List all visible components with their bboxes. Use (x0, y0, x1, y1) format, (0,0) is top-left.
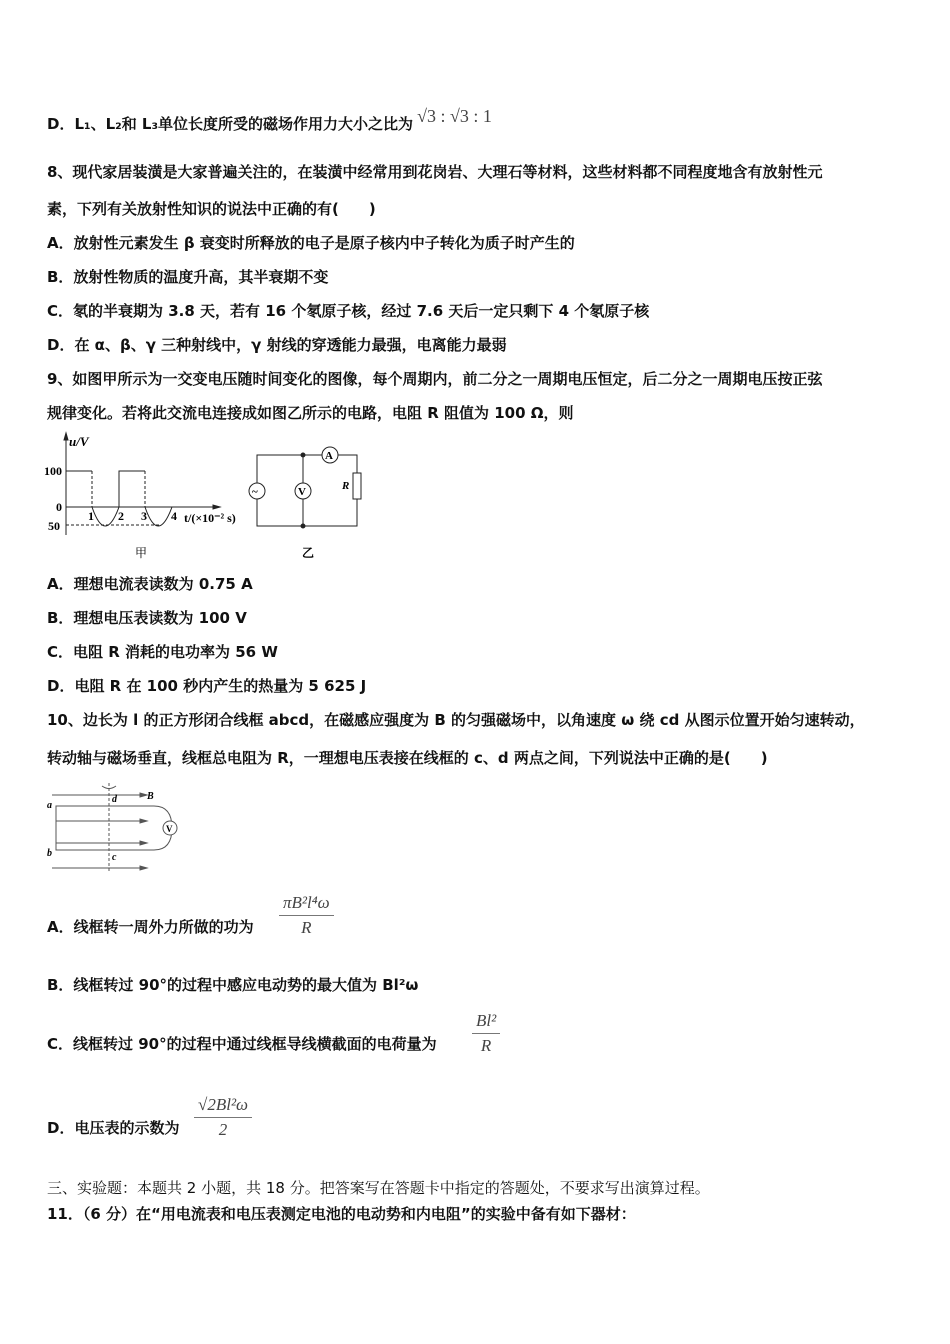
q9-option-d: D．电阻 R 在 100 秒内产生的热量为 5 625 J (47, 677, 367, 695)
q9-option-b: B．理想电压表读数为 100 V (47, 609, 247, 627)
denominator: 2 (218, 1120, 228, 1139)
ac-source-icon: ~ (252, 486, 258, 498)
q10-stem-line1: 10、边长为 l 的正方形闭合线框 abcd，在磁感应强度为 B 的匀强磁场中，以角速度 ω 绕 cd 从图示位置开始匀速转动， (47, 711, 865, 729)
numerator: Bl² (472, 1011, 500, 1034)
ratio-formula: √3 : √3 : 1 (417, 106, 492, 126)
q8-stem-line2: 素，下列有关放射性知识的说法中正确的有( ) (47, 200, 376, 218)
q7-option-d (47, 106, 492, 134)
tick-3: 3 (141, 509, 147, 523)
q9-stem-line1: 9、如图甲所示为一交变电压随时间变化的图像，每个周期内，前二分之一周期电压恒定，后二分之一周期电压按正弦 (47, 370, 823, 388)
q10-option-d: D．电压表的示数为 (47, 1119, 180, 1137)
q10-option-a-formula (279, 893, 334, 938)
option-text: D．L₁、L₂和 L₃单位长度所受的磁场作用力大小之比为 (47, 115, 414, 133)
tick-2: 2 (118, 509, 124, 523)
section-3-heading: 三、实验题：本题共 2 小题，共 18 分。把答案写在答题卡中指定的答题处，不要求写出演算过程。 (47, 1179, 710, 1197)
q11-stem: 11．（6 分）在“用电流表和电压表测定电池的电动势和内电阻”的实验中备有如下器材： (47, 1205, 636, 1223)
y-axis-label: u/V (69, 434, 89, 449)
q10-coil-figure (44, 778, 184, 873)
numerator: √2Bl²ω (194, 1095, 252, 1118)
label-d: d (112, 794, 117, 805)
q9-figures (40, 430, 380, 565)
q10-stem-line2: 转动轴与磁场垂直，线框总电阻为 R，一理想电压表接在线框的 c、d 两点之间，下列说法中正确的是( ) (47, 749, 768, 767)
q9-option-c: C．电阻 R 消耗的电功率为 56 W (47, 643, 278, 661)
figure-caption-jia: 甲 (135, 546, 148, 560)
tick-0: 0 (56, 500, 62, 514)
tick-100: 100 (44, 464, 62, 478)
label-a: a (47, 800, 52, 811)
q10-option-a: A．线框转一周外力所做的功为 (47, 918, 254, 936)
label-b-field: B (147, 791, 154, 802)
denominator: R (480, 1036, 492, 1055)
figure-caption-yi: 乙 (302, 546, 315, 560)
q8-stem-line1: 8、现代家居装潢是大家普遍关注的，在装潢中经常用到花岗岩、大理石等材料，这些材料都不同程度地含有放射性元 (47, 163, 823, 181)
label-c: c (112, 852, 117, 863)
q8-option-c: C．氡的半衰期为 3.8 天，若有 16 个氡原子核，经过 7.6 天后一定只剩下 4 个氡原子核 (47, 302, 650, 320)
numerator: πB²l⁴ω (279, 893, 334, 916)
voltmeter-icon: V (166, 824, 173, 834)
q10-option-c-formula (472, 1011, 500, 1056)
q8-option-b: B．放射性物质的温度升高，其半衰期不变 (47, 268, 329, 286)
tick-1: 1 (88, 509, 94, 523)
q8-option-d: D．在 α、β、γ 三种射线中，γ 射线的穿透能力最强，电离能力最弱 (47, 336, 507, 354)
q10-option-d-formula (194, 1095, 252, 1140)
ammeter-icon: A (325, 450, 333, 462)
x-axis-label: t/(×10⁻² s) (184, 511, 236, 525)
denominator: R (301, 918, 312, 937)
q10-option-b: B．线框转过 90°的过程中感应电动势的最大值为 Bl²ω (47, 976, 419, 994)
tick-4: 4 (171, 509, 177, 523)
voltmeter-icon: V (298, 486, 306, 498)
resistor-label: R (342, 480, 350, 492)
q9-option-a: A．理想电流表读数为 0.75 A (47, 575, 253, 593)
q9-stem-line2: 规律变化。若将此交流电连接成如图乙所示的电路，电阻 R 阻值为 100 Ω，则 (47, 404, 574, 422)
q10-option-c: C．线框转过 90°的过程中通过线框导线横截面的电荷量为 (47, 1035, 437, 1053)
q8-option-a: A．放射性元素发生 β 衰变时所释放的电子是原子核内中子转化为质子时产生的 (47, 234, 575, 252)
label-b: b (47, 848, 52, 859)
tick-50: 50 (48, 519, 60, 533)
